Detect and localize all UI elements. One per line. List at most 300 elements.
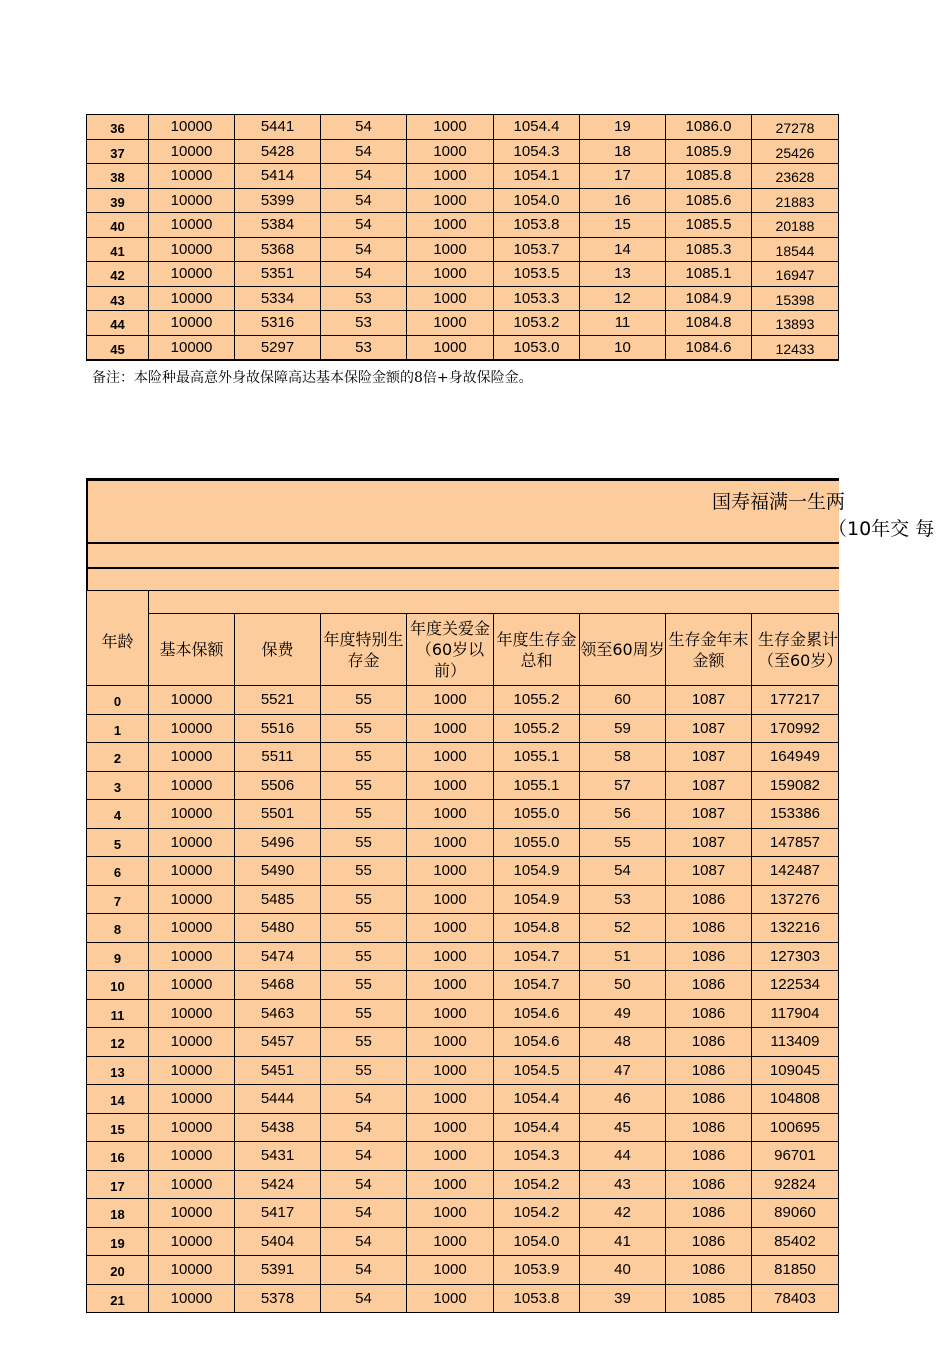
value-cell: 1055.1 — [494, 743, 580, 772]
value-cell: 50 — [580, 971, 666, 1000]
age-cell: 40 — [87, 213, 149, 238]
value-cell: 1000 — [407, 686, 494, 715]
value-cell: 100695 — [752, 1113, 839, 1142]
value-cell: 1086 — [666, 1142, 752, 1171]
value-cell: 78403 — [752, 1284, 839, 1313]
value-cell: 5334 — [235, 286, 321, 311]
value-cell: 27278 — [752, 115, 839, 140]
value-cell: 55 — [580, 828, 666, 857]
value-cell: 5444 — [235, 1085, 321, 1114]
value-cell: 53 — [321, 286, 407, 311]
value-cell: 5431 — [235, 1142, 321, 1171]
value-cell: 1000 — [407, 885, 494, 914]
value-cell: 55 — [321, 885, 407, 914]
value-cell: 25426 — [752, 139, 839, 164]
value-cell: 1085.6 — [666, 188, 752, 213]
value-cell: 153386 — [752, 800, 839, 829]
value-cell: 1084.6 — [666, 335, 752, 360]
value-cell: 55 — [321, 771, 407, 800]
table-row — [87, 262, 839, 287]
value-cell: 1000 — [407, 1199, 494, 1228]
value-cell: 10000 — [149, 213, 235, 238]
value-cell: 10000 — [149, 971, 235, 1000]
divider — [88, 567, 839, 569]
age-cell: 21 — [87, 1284, 149, 1313]
age-cell: 18 — [87, 1199, 149, 1228]
value-cell: 1087 — [666, 743, 752, 772]
value-cell: 10000 — [149, 771, 235, 800]
value-cell: 55 — [321, 686, 407, 715]
value-cell: 1055.2 — [494, 686, 580, 715]
value-cell: 55 — [321, 800, 407, 829]
value-cell: 55 — [321, 828, 407, 857]
value-cell: 5414 — [235, 164, 321, 189]
value-cell: 45 — [580, 1113, 666, 1142]
value-cell: 55 — [321, 1028, 407, 1057]
value-cell: 1053.5 — [494, 262, 580, 287]
value-cell: 54 — [321, 1227, 407, 1256]
value-cell: 1053.0 — [494, 335, 580, 360]
value-cell: 177217 — [752, 686, 839, 715]
age-cell: 38 — [87, 164, 149, 189]
age-cell: 20 — [87, 1256, 149, 1285]
value-cell: 113409 — [752, 1028, 839, 1057]
value-cell: 1000 — [407, 771, 494, 800]
value-cell: 10000 — [149, 857, 235, 886]
value-cell: 51 — [580, 942, 666, 971]
value-cell: 42 — [580, 1199, 666, 1228]
value-cell: 1000 — [407, 311, 494, 336]
value-cell: 1000 — [407, 286, 494, 311]
header-years-to-60: 领至60周岁 — [580, 614, 666, 686]
value-cell: 1054.7 — [494, 971, 580, 1000]
table-row — [87, 857, 839, 886]
value-cell: 53 — [321, 311, 407, 336]
value-cell: 55 — [321, 1056, 407, 1085]
value-cell: 12433 — [752, 335, 839, 360]
value-cell: 1055.1 — [494, 771, 580, 800]
value-cell: 10000 — [149, 139, 235, 164]
age-cell: 5 — [87, 828, 149, 857]
table-row — [87, 1256, 839, 1285]
value-cell: 10000 — [149, 828, 235, 857]
value-cell: 18544 — [752, 237, 839, 262]
header-cumulative: 生存金累计（至60岁） — [752, 614, 839, 686]
value-cell: 1054.6 — [494, 1028, 580, 1057]
table-row — [87, 942, 839, 971]
value-cell: 1085.8 — [666, 164, 752, 189]
value-cell: 5316 — [235, 311, 321, 336]
value-cell: 55 — [321, 971, 407, 1000]
value-cell: 10000 — [149, 743, 235, 772]
value-cell: 1085 — [666, 1284, 752, 1313]
value-cell: 5404 — [235, 1227, 321, 1256]
age-cell: 19 — [87, 1227, 149, 1256]
value-cell: 16 — [580, 188, 666, 213]
value-cell: 5378 — [235, 1284, 321, 1313]
value-cell: 1000 — [407, 714, 494, 743]
value-cell: 10000 — [149, 1170, 235, 1199]
value-cell: 5368 — [235, 237, 321, 262]
value-cell: 54 — [321, 1085, 407, 1114]
value-cell: 1000 — [407, 237, 494, 262]
value-cell: 1085.9 — [666, 139, 752, 164]
value-cell: 1000 — [407, 914, 494, 943]
value-cell: 1000 — [407, 1170, 494, 1199]
value-cell: 109045 — [752, 1056, 839, 1085]
value-cell: 1085.1 — [666, 262, 752, 287]
value-cell: 10000 — [149, 1256, 235, 1285]
value-cell: 49 — [580, 999, 666, 1028]
value-cell: 55 — [321, 942, 407, 971]
value-cell: 11 — [580, 311, 666, 336]
value-cell: 81850 — [752, 1256, 839, 1285]
value-cell: 92824 — [752, 1170, 839, 1199]
value-cell: 55 — [321, 743, 407, 772]
value-cell: 1000 — [407, 1256, 494, 1285]
value-cell: 41 — [580, 1227, 666, 1256]
value-cell: 1000 — [407, 115, 494, 140]
value-cell: 44 — [580, 1142, 666, 1171]
value-cell: 19 — [580, 115, 666, 140]
remark-note: 备注：本险种最高意外身故保障高达基本保险金额的8倍+身故保险金。 — [92, 370, 533, 386]
value-cell: 43 — [580, 1170, 666, 1199]
value-cell: 48 — [580, 1028, 666, 1057]
table-row — [87, 1028, 839, 1057]
table-row — [87, 1085, 839, 1114]
table-row — [87, 999, 839, 1028]
value-cell: 1000 — [407, 1085, 494, 1114]
value-cell: 127303 — [752, 942, 839, 971]
value-cell: 1000 — [407, 1028, 494, 1057]
age-cell: 14 — [87, 1085, 149, 1114]
value-cell: 55 — [321, 714, 407, 743]
value-cell: 1000 — [407, 1113, 494, 1142]
age-cell: 36 — [87, 115, 149, 140]
table-row — [87, 885, 839, 914]
value-cell: 104808 — [752, 1085, 839, 1114]
header-survival-total: 年度生存金总和 — [494, 614, 580, 686]
table-row — [87, 771, 839, 800]
value-cell: 10000 — [149, 1199, 235, 1228]
value-cell: 10000 — [149, 885, 235, 914]
value-cell: 1054.4 — [494, 1085, 580, 1114]
value-cell: 15398 — [752, 286, 839, 311]
value-cell: 89060 — [752, 1199, 839, 1228]
age-cell: 43 — [87, 286, 149, 311]
value-cell: 10 — [580, 335, 666, 360]
value-cell: 1054.0 — [494, 188, 580, 213]
value-cell: 1086 — [666, 999, 752, 1028]
value-cell: 52 — [580, 914, 666, 943]
value-cell: 60 — [580, 686, 666, 715]
table-row — [87, 188, 839, 213]
value-cell: 10000 — [149, 1113, 235, 1142]
value-cell: 5474 — [235, 942, 321, 971]
value-cell: 5506 — [235, 771, 321, 800]
value-cell: 1086 — [666, 1028, 752, 1057]
table-row — [87, 213, 839, 238]
value-cell: 170992 — [752, 714, 839, 743]
table-row — [87, 1113, 839, 1142]
value-cell: 40 — [580, 1256, 666, 1285]
value-cell: 54 — [321, 213, 407, 238]
age-cell: 39 — [87, 188, 149, 213]
value-cell: 53 — [321, 335, 407, 360]
value-cell: 132216 — [752, 914, 839, 943]
value-cell: 5428 — [235, 139, 321, 164]
value-cell: 39 — [580, 1284, 666, 1313]
value-cell: 10000 — [149, 999, 235, 1028]
value-cell: 1000 — [407, 971, 494, 1000]
value-cell: 1000 — [407, 213, 494, 238]
value-cell: 10000 — [149, 1284, 235, 1313]
age-cell: 4 — [87, 800, 149, 829]
value-cell: 1000 — [407, 1142, 494, 1171]
value-cell: 1000 — [407, 857, 494, 886]
value-cell: 18 — [580, 139, 666, 164]
value-cell: 1055.0 — [494, 800, 580, 829]
age-cell: 1 — [87, 714, 149, 743]
age-cell: 44 — [87, 311, 149, 336]
value-cell: 1000 — [407, 1056, 494, 1085]
value-cell: 54 — [580, 857, 666, 886]
value-cell: 55 — [321, 857, 407, 886]
value-cell: 10000 — [149, 686, 235, 715]
value-cell: 1000 — [407, 800, 494, 829]
value-cell: 1054.5 — [494, 1056, 580, 1085]
value-cell: 1054.1 — [494, 164, 580, 189]
value-cell: 1054.4 — [494, 115, 580, 140]
value-cell: 1087 — [666, 828, 752, 857]
value-cell: 10000 — [149, 942, 235, 971]
value-cell: 5468 — [235, 971, 321, 1000]
value-cell: 5501 — [235, 800, 321, 829]
value-cell: 21883 — [752, 188, 839, 213]
value-cell: 1054.4 — [494, 1113, 580, 1142]
age-cell: 42 — [87, 262, 149, 287]
value-cell: 142487 — [752, 857, 839, 886]
value-cell: 1053.3 — [494, 286, 580, 311]
table-row — [87, 1227, 839, 1256]
value-cell: 5496 — [235, 828, 321, 857]
value-cell: 5457 — [235, 1028, 321, 1057]
value-cell: 10000 — [149, 1085, 235, 1114]
table-row — [87, 115, 839, 140]
value-cell: 10000 — [149, 714, 235, 743]
table-row — [87, 971, 839, 1000]
value-cell: 1086 — [666, 914, 752, 943]
value-cell: 5399 — [235, 188, 321, 213]
value-cell: 1000 — [407, 164, 494, 189]
value-cell: 10000 — [149, 188, 235, 213]
value-cell: 1086 — [666, 1085, 752, 1114]
value-cell: 1053.9 — [494, 1256, 580, 1285]
value-cell: 54 — [321, 164, 407, 189]
header-premium: 保费 — [235, 614, 321, 686]
value-cell: 1000 — [407, 188, 494, 213]
premium-table — [86, 590, 843, 1313]
value-cell: 1054.9 — [494, 885, 580, 914]
value-cell: 55 — [321, 914, 407, 943]
value-cell: 85402 — [752, 1227, 839, 1256]
header-year-end-amount: 生存金年末金额 — [666, 614, 752, 686]
value-cell: 1054.7 — [494, 942, 580, 971]
value-cell: 1087 — [666, 857, 752, 886]
value-cell: 16947 — [752, 262, 839, 287]
age-cell: 10 — [87, 971, 149, 1000]
value-cell: 1000 — [407, 335, 494, 360]
value-cell: 137276 — [752, 885, 839, 914]
age-cell: 17 — [87, 1170, 149, 1199]
age-cell: 6 — [87, 857, 149, 886]
table-subtitle: （10年交 每 — [828, 518, 935, 540]
value-cell: 54 — [321, 1113, 407, 1142]
value-cell: 10000 — [149, 1227, 235, 1256]
value-cell: 5391 — [235, 1256, 321, 1285]
value-cell: 5441 — [235, 115, 321, 140]
value-cell: 1084.8 — [666, 311, 752, 336]
value-cell: 1000 — [407, 828, 494, 857]
value-cell: 56 — [580, 800, 666, 829]
value-cell: 5485 — [235, 885, 321, 914]
value-cell: 1087 — [666, 771, 752, 800]
value-cell: 1053.7 — [494, 237, 580, 262]
value-cell: 10000 — [149, 164, 235, 189]
value-cell: 1053.8 — [494, 213, 580, 238]
age-cell: 12 — [87, 1028, 149, 1057]
table-row — [87, 335, 839, 360]
value-cell: 5451 — [235, 1056, 321, 1085]
age-cell: 0 — [87, 686, 149, 715]
value-cell: 1000 — [407, 942, 494, 971]
value-cell: 10000 — [149, 914, 235, 943]
value-cell: 1086 — [666, 885, 752, 914]
value-cell: 1086 — [666, 1056, 752, 1085]
header-spacer — [149, 591, 839, 614]
value-cell: 13893 — [752, 311, 839, 336]
value-cell: 10000 — [149, 115, 235, 140]
age-cell: 2 — [87, 743, 149, 772]
value-cell: 5351 — [235, 262, 321, 287]
age-cell: 13 — [87, 1056, 149, 1085]
value-cell: 54 — [321, 1199, 407, 1228]
value-cell: 10000 — [149, 335, 235, 360]
value-cell: 5521 — [235, 686, 321, 715]
value-cell: 14 — [580, 237, 666, 262]
age-cell: 16 — [87, 1142, 149, 1171]
value-cell: 1054.6 — [494, 999, 580, 1028]
value-cell: 164949 — [752, 743, 839, 772]
table-row — [87, 286, 839, 311]
value-cell: 5480 — [235, 914, 321, 943]
age-cell: 3 — [87, 771, 149, 800]
value-cell: 1086 — [666, 1113, 752, 1142]
header-age: 年龄 — [87, 591, 149, 686]
value-cell: 1086 — [666, 1256, 752, 1285]
table-row — [87, 686, 839, 715]
table-row — [87, 743, 839, 772]
value-cell: 5463 — [235, 999, 321, 1028]
value-cell: 1000 — [407, 743, 494, 772]
value-cell: 10000 — [149, 262, 235, 287]
value-cell: 57 — [580, 771, 666, 800]
value-cell: 10000 — [149, 800, 235, 829]
value-cell: 1054.0 — [494, 1227, 580, 1256]
value-cell: 12 — [580, 286, 666, 311]
table-row — [87, 139, 839, 164]
value-cell: 54 — [321, 1284, 407, 1313]
value-cell: 1054.8 — [494, 914, 580, 943]
value-cell: 58 — [580, 743, 666, 772]
value-cell: 23628 — [752, 164, 839, 189]
value-cell: 5297 — [235, 335, 321, 360]
value-cell: 55 — [321, 999, 407, 1028]
value-cell: 1086 — [666, 971, 752, 1000]
value-cell: 5511 — [235, 743, 321, 772]
value-cell: 54 — [321, 237, 407, 262]
premium-table-continued — [86, 114, 839, 361]
table-row — [87, 914, 839, 943]
age-cell: 9 — [87, 942, 149, 971]
value-cell: 54 — [321, 188, 407, 213]
table-row — [87, 164, 839, 189]
table-row — [87, 311, 839, 336]
value-cell: 147857 — [752, 828, 839, 857]
table-row — [87, 828, 839, 857]
value-cell: 5417 — [235, 1199, 321, 1228]
value-cell: 20188 — [752, 213, 839, 238]
value-cell: 13 — [580, 262, 666, 287]
value-cell: 1000 — [407, 1227, 494, 1256]
value-cell: 17 — [580, 164, 666, 189]
value-cell: 1055.0 — [494, 828, 580, 857]
value-cell: 10000 — [149, 1028, 235, 1057]
value-cell: 54 — [321, 1142, 407, 1171]
age-cell: 15 — [87, 1113, 149, 1142]
value-cell: 1053.8 — [494, 1284, 580, 1313]
value-cell: 1087 — [666, 686, 752, 715]
age-cell: 45 — [87, 335, 149, 360]
value-cell: 15 — [580, 213, 666, 238]
value-cell: 1054.3 — [494, 1142, 580, 1171]
value-cell: 1000 — [407, 139, 494, 164]
table-row — [87, 237, 839, 262]
table-row — [87, 1056, 839, 1085]
value-cell: 122534 — [752, 971, 839, 1000]
value-cell: 5424 — [235, 1170, 321, 1199]
divider — [88, 542, 839, 544]
value-cell: 59 — [580, 714, 666, 743]
value-cell: 5516 — [235, 714, 321, 743]
age-cell: 8 — [87, 914, 149, 943]
value-cell: 5490 — [235, 857, 321, 886]
age-cell: 11 — [87, 999, 149, 1028]
header-special-survival: 年度特别生存金 — [321, 614, 407, 686]
value-cell: 54 — [321, 262, 407, 287]
value-cell: 10000 — [149, 1056, 235, 1085]
value-cell: 1086 — [666, 942, 752, 971]
value-cell: 5438 — [235, 1113, 321, 1142]
value-cell: 5384 — [235, 213, 321, 238]
value-cell: 1054.3 — [494, 139, 580, 164]
value-cell: 53 — [580, 885, 666, 914]
value-cell: 1054.9 — [494, 857, 580, 886]
value-cell: 117904 — [752, 999, 839, 1028]
value-cell: 1084.9 — [666, 286, 752, 311]
value-cell: 1086.0 — [666, 115, 752, 140]
value-cell: 159082 — [752, 771, 839, 800]
